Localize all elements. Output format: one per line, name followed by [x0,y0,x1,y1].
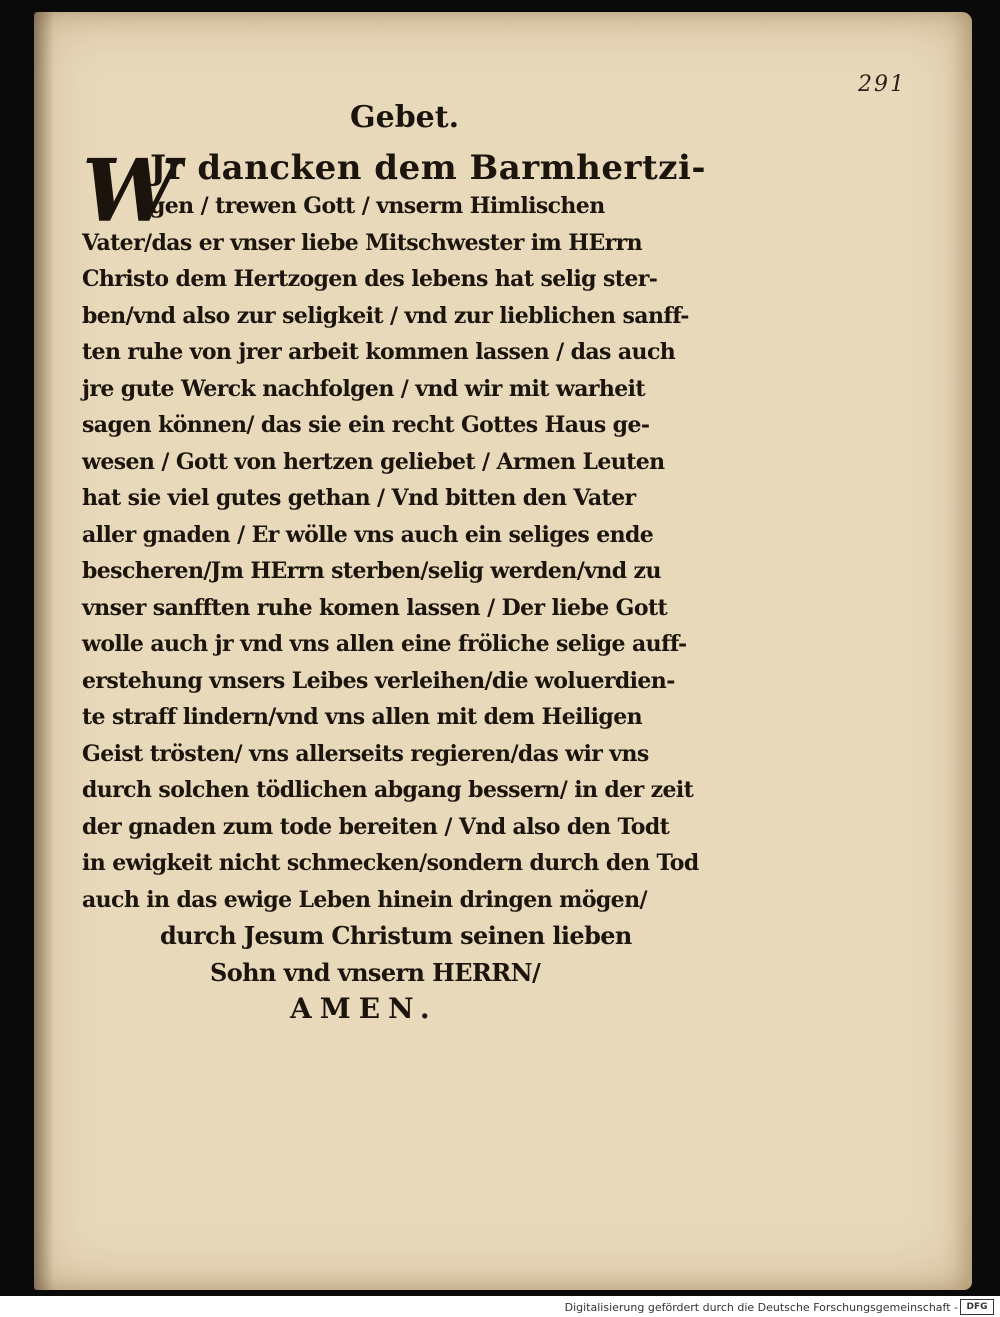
text-line: erstehung vnsers Leibes verleihen/die woluerdien- [82,667,675,694]
text-line: bescheren/Jm HErrn sterben/selig werden/vnd zu [82,558,661,584]
text-line: in ewigkeit nicht schmecken/sondern durch den Tod [82,850,699,876]
text-line: vnser sanfften ruhe komen lassen / Der liebe Gott [82,594,668,621]
text-line: durch Jesum Christum seinen lieben [160,921,632,950]
text-line: Vater/das er vnser liebe Mitschwester im HErrn [82,229,642,256]
prayer-text [82,141,732,1028]
text-line: der gnaden zum tode bereiten / Vnd also den Todt [82,813,670,840]
text-line: ben/vnd also zur seligkeit / vnd zur lieblichen sanff- [82,302,689,329]
amen-line: AMEN. [290,992,438,1025]
text-line: te straff lindern/vnd vns allen mit dem Heiligen [82,704,642,730]
text-line: hat sie viel gutes gethan / Vnd bitten den Vater [82,485,636,511]
text-line: aller gnaden / Er wölle vns auch ein seliges ende [82,521,654,548]
text-line: auch in das ewige Leben hinein dringen mögen/ [82,886,647,913]
prayer-heading: Gebet. [350,100,460,135]
text-line: ten ruhe von jrer arbeit kommen lassen / das auch [82,339,676,365]
text-line: sagen können/ das sie ein recht Gottes Haus ge- [82,412,650,438]
page-gutter-shadow [34,12,54,1290]
dfg-logo: DFG [960,1299,994,1315]
funding-credit: Digitalisierung gefördert durch die Deutsche Forschungsgemeinschaft - [564,1301,958,1314]
text-line: wolle auch jr vnd vns allen eine fröliche selige auff- [82,631,687,657]
text-line: Jr dancken dem Barmhertzi- [150,148,706,188]
text-line: Christo dem Hertzogen des lebens hat selig ster- [82,266,658,292]
text-line: jre gute Werck nachfolgen / vnd wir mit warheit [82,375,645,402]
text-line: gen / trewen Gott / vnserm Himlischen [150,193,605,219]
text-line: wesen / Gott von hertzen geliebet / Armen Leuten [82,448,665,475]
text-line: Sohn vnd vnsern HERRN/ [210,957,541,987]
text-line: Geist trösten/ vns allerseits regieren/das wir vns [82,740,649,767]
text-line: durch solchen tödlichen abgang bessern/ in der zeit [82,777,694,803]
drop-cap-initial: W [82,141,179,242]
page-folio-number: 291 [858,72,906,97]
